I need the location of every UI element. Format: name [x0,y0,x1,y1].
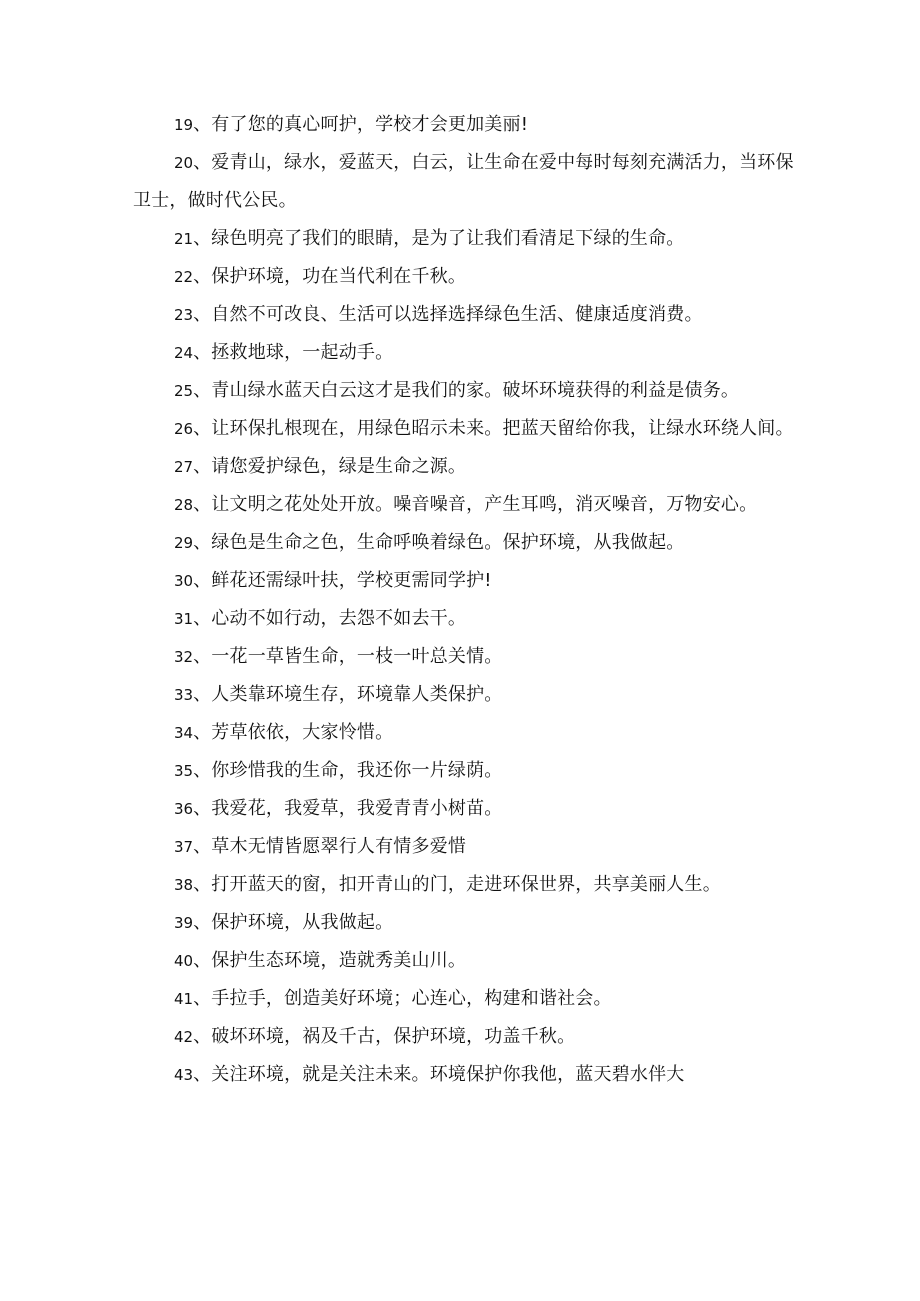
item-number: 41 [174,990,194,1008]
item-number: 19 [174,116,194,134]
list-item: 42、破坏环境，祸及千古，保护环境，功盖千秋。 [174,1026,576,1047]
item-number: 22 [174,268,194,286]
list-item: 26、让环保扎根现在，用绿色昭示未来。把蓝天留给你我，让绿水环绕人间。 [174,418,794,439]
item-text: 我爱花，我爱草，我爱青青小树苗。 [211,798,503,819]
item-number: 25 [174,382,194,400]
item-text: 让环保扎根现在，用绿色昭示未来。把蓝天留给你我，让绿水环绕人间。 [211,418,794,439]
list-item: 41、手拉手，创造美好环境；心连心，构建和谐社会。 [174,988,612,1009]
item-text: 保护环境，从我做起。 [211,912,394,933]
item-number: 28 [174,496,194,514]
item-text: 打开蓝天的窗，扣开青山的门，走进环保世界，共享美丽人生。 [211,874,721,895]
list-item: 32、一花一草皆生命，一枝一叶总关情。 [174,646,503,667]
list-item: 43、关注环境，就是关注未来。环境保护你我他，蓝天碧水伴大 [174,1064,685,1085]
list-item: 33、人类靠环境生存，环境靠人类保护。 [174,684,503,705]
item-text: 芳草依依，大家怜惜。 [211,722,394,743]
list-item: 21、绿色明亮了我们的眼睛，是为了让我们看清足下绿的生命。 [174,228,685,249]
item-text: 你珍惜我的生命，我还你一片绿荫。 [211,760,503,781]
list-item: 25、青山绿水蓝天白云这才是我们的家。破坏环境获得的利益是债务。 [174,380,740,401]
item-text: 青山绿水蓝天白云这才是我们的家。破坏环境获得的利益是债务。 [211,380,740,401]
item-text: 草木无情皆愿翠行人有情多爱惜 [211,836,467,857]
list-item: 29、绿色是生命之色，生命呼唤着绿色。保护环境，从我做起。 [174,532,685,553]
list-item: 27、请您爱护绿色，绿是生命之源。 [174,456,467,477]
item-number: 36 [174,800,194,818]
item-text: 拯救地球，一起动手。 [211,342,394,363]
item-text: 保护环境，功在当代利在千秋。 [211,266,467,287]
list-item: 39、保护环境，从我做起。 [174,912,394,933]
item-text: 爱青山，绿水，爱蓝天，白云，让生命在爱中每时每刻充满活力，当环保卫士，做时代公民。 [133,152,794,211]
item-number: 26 [174,420,194,438]
list-item: 31、心动不如行动，去怨不如去干。 [174,608,467,629]
list-item: 40、保护生态环境，造就秀美山川。 [174,950,467,971]
item-text: 关注环境，就是关注未来。环境保护你我他，蓝天碧水伴大 [211,1064,685,1085]
item-number: 43 [174,1066,194,1084]
item-number: 38 [174,876,194,894]
item-text: 让文明之花处处开放。噪音噪音，产生耳鸣，消灭噪音，万物安心。 [211,494,758,515]
item-number: 39 [174,914,194,932]
item-number: 34 [174,724,194,742]
list-item: 24、拯救地球，一起动手。 [174,342,394,363]
item-number: 29 [174,534,194,552]
slogan-list [133,106,803,1094]
item-text: 鲜花还需绿叶扶，学校更需同学护! [211,570,492,591]
item-number: 21 [174,230,194,248]
list-item: 23、自然不可改良、生活可以选择选择绿色生活、健康适度消费。 [174,304,703,325]
list-item: 30、鲜花还需绿叶扶，学校更需同学护! [174,570,492,591]
item-text: 绿色明亮了我们的眼睛，是为了让我们看清足下绿的生命。 [211,228,685,249]
item-text: 一花一草皆生命，一枝一叶总关情。 [211,646,503,667]
item-text: 自然不可改良、生活可以选择选择绿色生活、健康适度消费。 [211,304,703,325]
item-number: 37 [174,838,194,856]
item-number: 42 [174,1028,194,1046]
item-number: 30 [174,572,194,590]
item-number: 40 [174,952,194,970]
item-text: 手拉手，创造美好环境；心连心，构建和谐社会。 [211,988,612,1009]
item-number: 24 [174,344,194,362]
list-item: 38、打开蓝天的窗，扣开青山的门，走进环保世界，共享美丽人生。 [174,874,721,895]
item-number: 33 [174,686,194,704]
item-number: 20 [174,154,194,172]
item-text: 有了您的真心呵护，学校才会更加美丽! [211,114,529,135]
item-text: 人类靠环境生存，环境靠人类保护。 [211,684,503,705]
list-item: 37、草木无情皆愿翠行人有情多爱惜 [174,836,467,857]
item-number: 35 [174,762,194,780]
list-item: 19、有了您的真心呵护，学校才会更加美丽! [174,114,529,135]
item-number: 32 [174,648,194,666]
list-item: 28、让文明之花处处开放。噪音噪音，产生耳鸣，消灭噪音，万物安心。 [174,494,758,515]
list-item: 34、芳草依依，大家怜惜。 [174,722,394,743]
item-text: 心动不如行动，去怨不如去干。 [211,608,467,629]
item-number: 27 [174,458,194,476]
item-number: 31 [174,610,194,628]
list-item: 35、你珍惜我的生命，我还你一片绿荫。 [174,760,503,781]
list-item: 36、我爱花，我爱草，我爱青青小树苗。 [174,798,503,819]
item-text: 请您爱护绿色，绿是生命之源。 [211,456,467,477]
list-item: 22、保护环境，功在当代利在千秋。 [174,266,467,287]
item-text: 绿色是生命之色，生命呼唤着绿色。保护环境，从我做起。 [211,532,685,553]
item-number: 23 [174,306,194,324]
item-text: 破坏环境，祸及千古，保护环境，功盖千秋。 [211,1026,576,1047]
item-text: 保护生态环境，造就秀美山川。 [211,950,467,971]
list-item: 20、爱青山，绿水，爱蓝天，白云，让生命在爱中每时每刻充满活力，当环保卫士，做时代公民。 [133,152,794,211]
